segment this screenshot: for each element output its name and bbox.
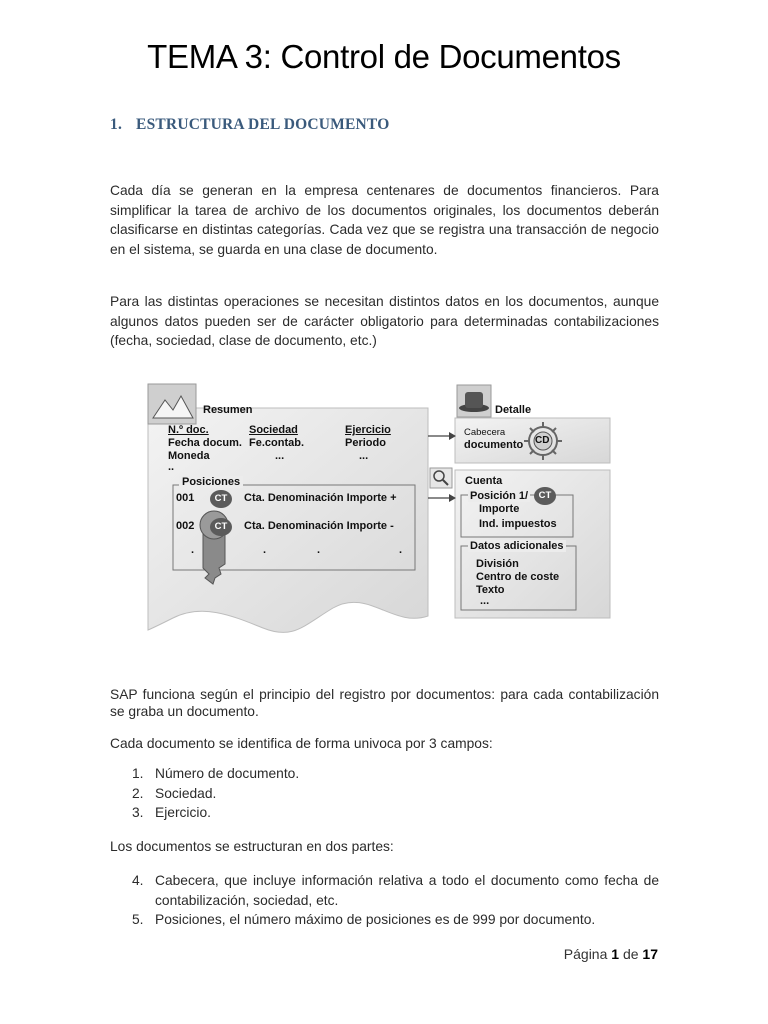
detalle-label: Detalle bbox=[495, 404, 532, 416]
footer-total-pages: 17 bbox=[642, 946, 658, 962]
section-number: 1. bbox=[110, 116, 123, 133]
datos-item: ... bbox=[480, 595, 490, 607]
datos-item: Texto bbox=[476, 584, 505, 596]
footer-sep: de bbox=[622, 946, 639, 962]
list-item bbox=[110, 784, 659, 804]
resumen-label: Resumen bbox=[203, 404, 253, 416]
paragraph-intro: Cada día se generan en la empresa centenares de documentos financieros. Para simplificar la tarea de archivo de los documentos originales, los documentos deberán clasificarse en distintas categorías. Cada vez que se registra una transacción de negocio en el sistema, se guarda en una clase de documento. bbox=[110, 183, 659, 257]
ct-badge: CT bbox=[210, 490, 232, 508]
dot: . bbox=[399, 544, 403, 556]
list-campos bbox=[110, 764, 659, 823]
cd-badge: CD bbox=[535, 435, 550, 446]
row-number: 001 bbox=[176, 492, 195, 504]
list-number: 3. bbox=[132, 805, 144, 820]
col-doc: N.º doc. bbox=[168, 424, 209, 436]
dot: . bbox=[191, 544, 195, 556]
list-number: 1. bbox=[132, 766, 144, 781]
ellipsis: .. bbox=[168, 461, 175, 473]
cabecera-label: Cabecera bbox=[464, 427, 506, 438]
moneda: Moneda bbox=[168, 450, 210, 462]
list-number: 4. bbox=[132, 873, 144, 888]
list-item bbox=[110, 803, 659, 823]
fe-contab: Fe.contab. bbox=[249, 437, 305, 449]
ellipsis: ... bbox=[275, 450, 285, 462]
diagram-graphics bbox=[143, 378, 613, 643]
page-footer bbox=[564, 946, 658, 962]
col-ejercicio: Ejercicio bbox=[345, 424, 391, 436]
posicion-label: Posición 1/ bbox=[470, 490, 529, 502]
paragraph-partes: Los documentos se estructuran en dos partes: bbox=[110, 839, 394, 854]
cuenta-label: Cuenta bbox=[465, 475, 503, 487]
document-structure-diagram bbox=[143, 378, 613, 643]
list-text: Posiciones, el número máximo de posiciones es de 999 por documento. bbox=[155, 912, 596, 927]
list-item bbox=[110, 764, 659, 784]
paragraph-campos: Cada documento se identifica de forma univoca por 3 campos: bbox=[110, 736, 493, 751]
list-text: Cabecera, que incluye información relativa a todo el documento como fecha de contabilización, sociedad, etc. bbox=[155, 873, 659, 908]
posiciones-label: Posiciones bbox=[179, 476, 243, 488]
ellipsis: ... bbox=[359, 450, 369, 462]
importe-label: Importe bbox=[479, 503, 520, 515]
page-title: TEMA 3: Control de Documentos bbox=[147, 38, 621, 75]
list-number: 2. bbox=[132, 785, 144, 801]
datos-item: Centro de coste bbox=[476, 571, 560, 583]
dot: . bbox=[317, 544, 321, 556]
datos-item: División bbox=[476, 558, 519, 570]
footer-current-page: 1 bbox=[611, 946, 620, 962]
row-text: Cta. Denominación Importe + bbox=[244, 492, 397, 504]
ct-badge: CT bbox=[210, 518, 232, 536]
paragraph-datos: Para las distintas operaciones se necesitan distintos datos en los documentos, aunque algunos datos pueden ser de carácter obligatorio para determinadas contabilizaciones (fecha, sociedad, clase de documento, etc.) bbox=[110, 294, 659, 348]
documento-label: documento bbox=[464, 439, 524, 451]
ct-badge: CT bbox=[534, 487, 556, 505]
section-heading bbox=[110, 116, 389, 134]
list-text: Ejercicio. bbox=[155, 805, 211, 820]
row-number: 002 bbox=[176, 520, 195, 532]
fecha-docum: Fecha docum. bbox=[168, 437, 242, 449]
dot: . bbox=[263, 544, 267, 556]
footer-prefix: Página bbox=[563, 946, 608, 962]
col-sociedad: Sociedad bbox=[249, 424, 298, 436]
list-item bbox=[110, 871, 659, 910]
list-item bbox=[110, 910, 659, 930]
list-partes bbox=[110, 871, 659, 930]
datos-adicionales-label: Datos adicionales bbox=[470, 540, 564, 552]
list-text: Sociedad. bbox=[155, 785, 217, 801]
paragraph-sap: SAP funciona según el principio del registro por documentos: para cada contabilización se graba un documento. bbox=[110, 687, 659, 719]
periodo: Periodo bbox=[345, 437, 386, 449]
section-title: ESTRUCTURA DEL DOCUMENTO bbox=[136, 116, 390, 133]
list-number: 5. bbox=[132, 912, 144, 927]
list-text: Número de documento. bbox=[155, 766, 300, 781]
ind-impuestos-label: Ind. impuestos bbox=[479, 518, 557, 530]
row-text: Cta. Denominación Importe - bbox=[244, 520, 394, 532]
